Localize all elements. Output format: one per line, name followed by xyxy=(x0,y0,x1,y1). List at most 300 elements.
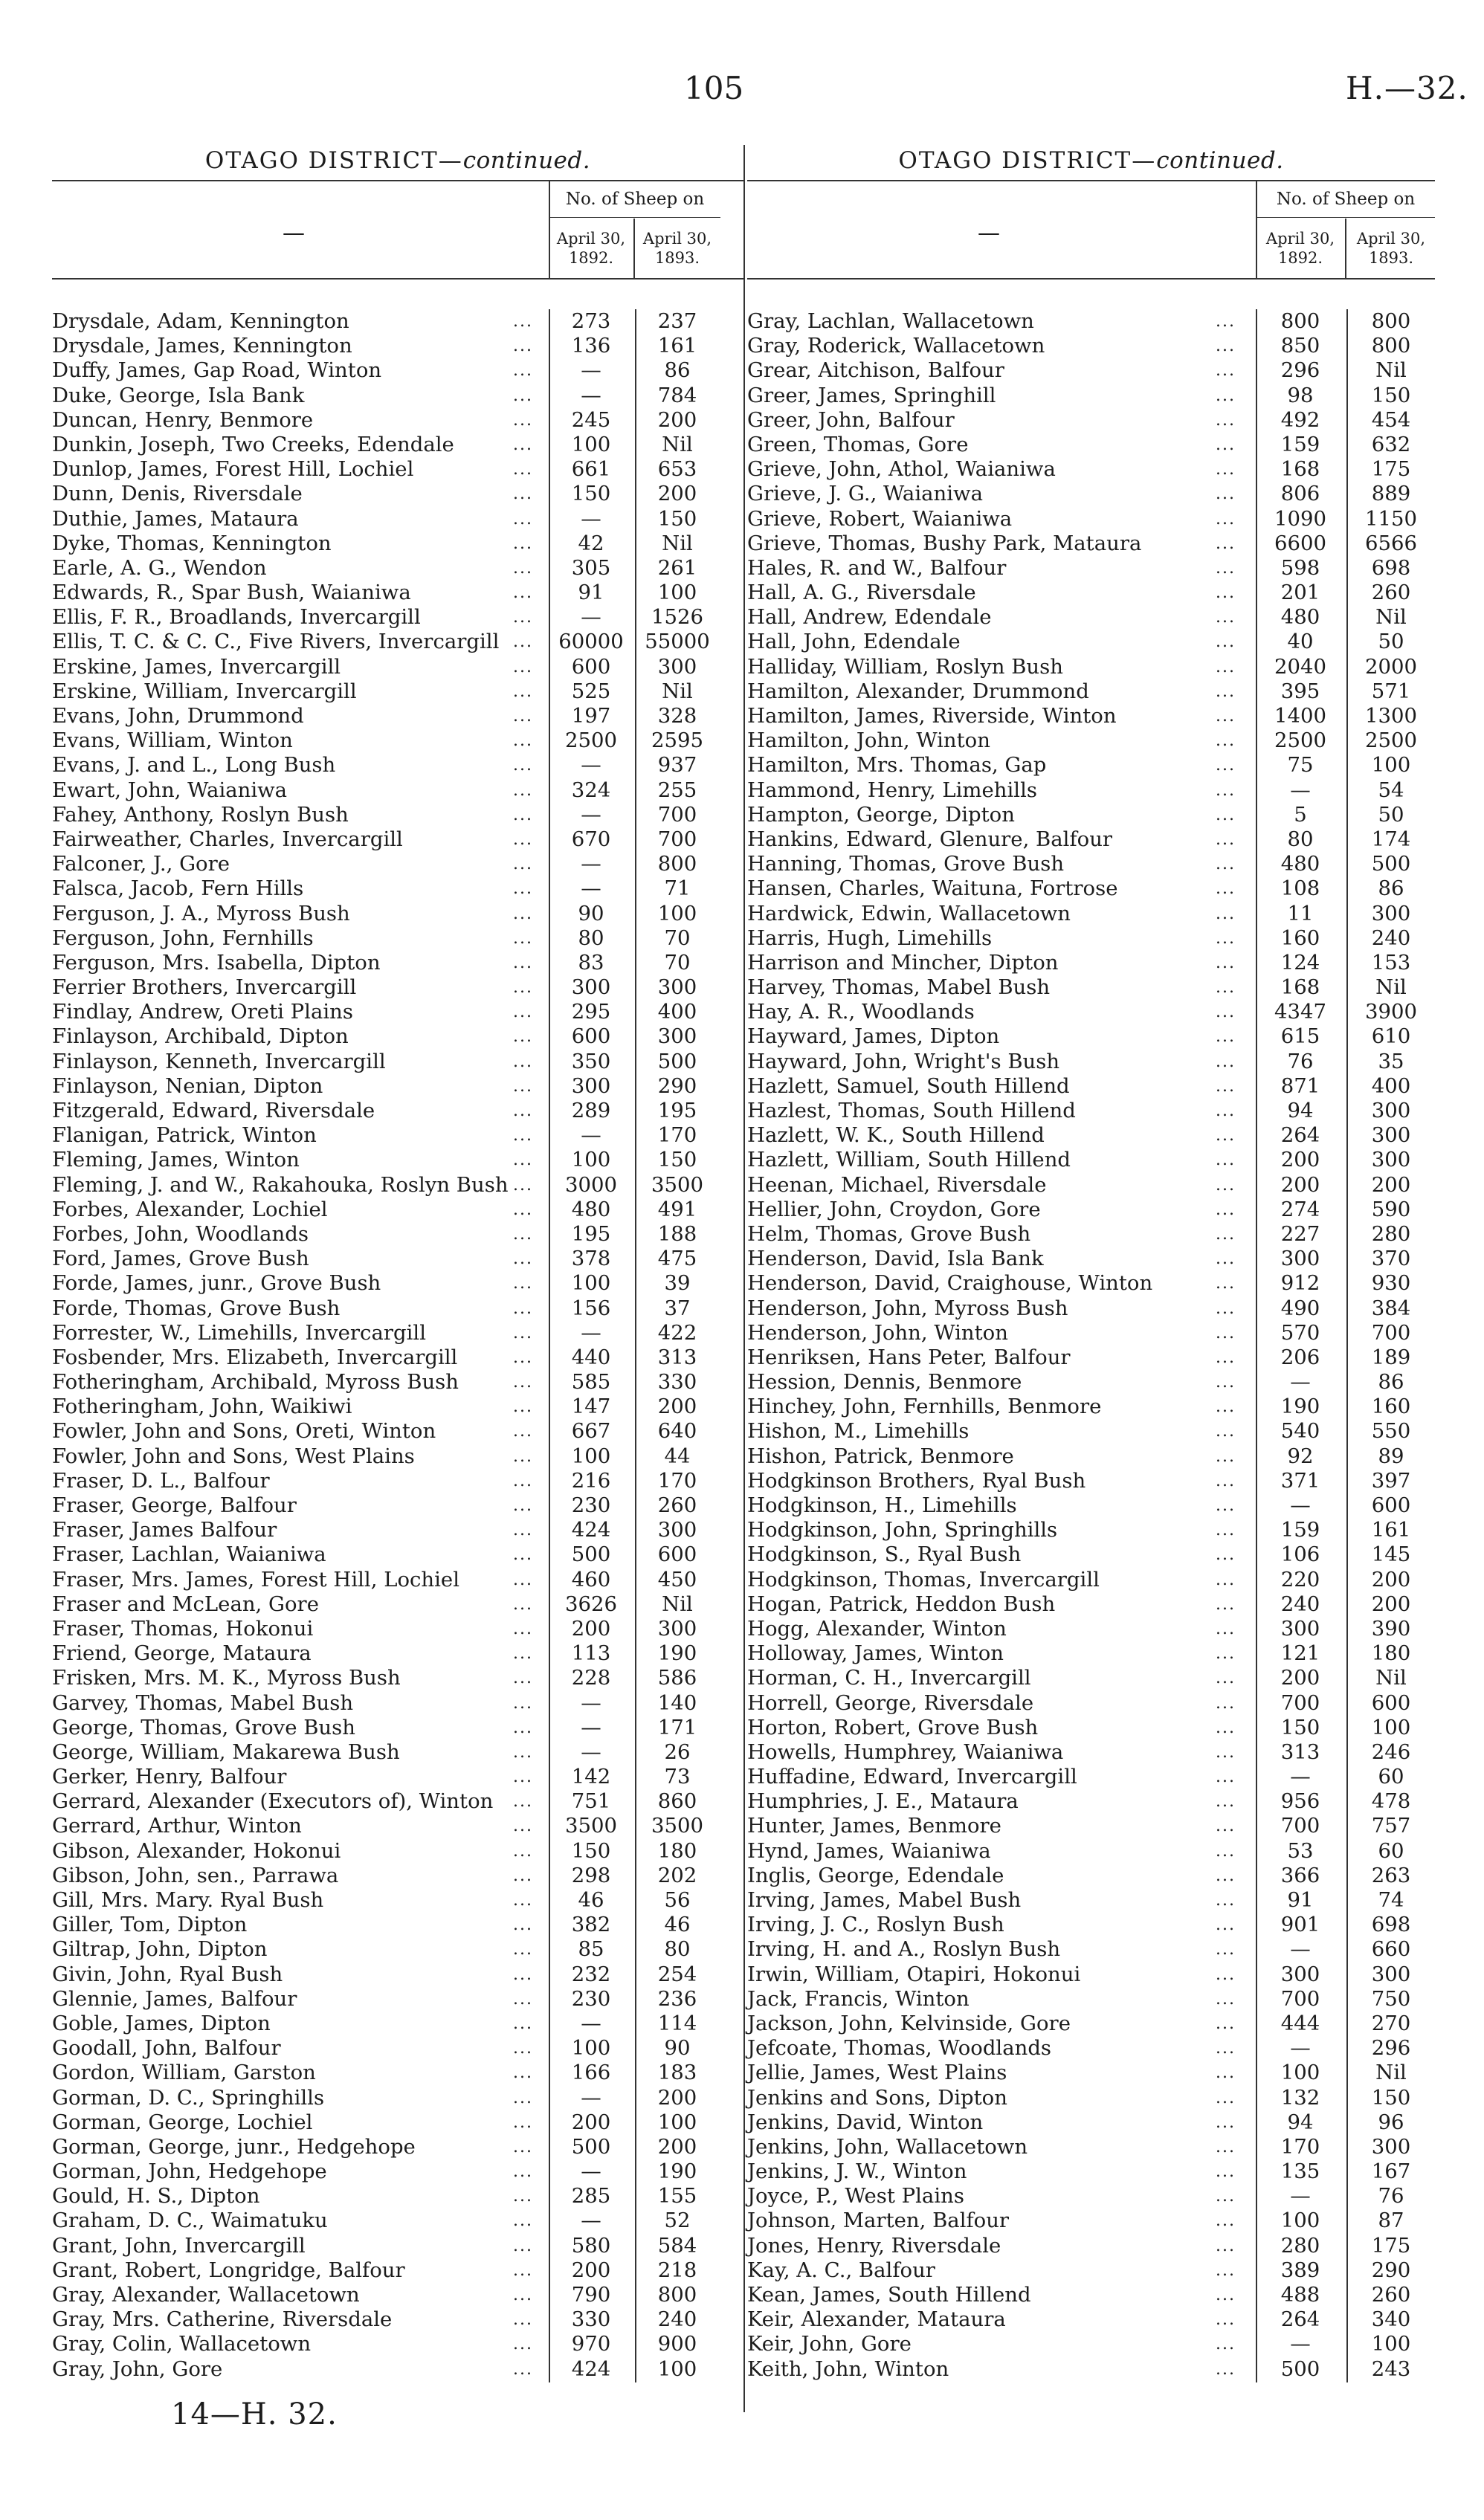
sheep-count-1893: 80 xyxy=(664,1937,691,1962)
table-row xyxy=(747,2110,1435,2135)
sheep-count-1893: 300 xyxy=(657,975,697,1000)
owner-name: Duke, George, Isla Bank xyxy=(52,383,305,407)
table-row xyxy=(52,1987,743,2012)
owner-name: Gray, Colin, Wallacetown xyxy=(52,2332,312,2356)
sheep-count-1893: 550 xyxy=(1371,1419,1411,1444)
sheep-count-1892: 150 xyxy=(571,482,611,506)
table-row xyxy=(747,2307,1435,2332)
sheep-count-1893: 150 xyxy=(657,1148,697,1172)
sheep-count-1892: 98 xyxy=(1287,383,1314,407)
owner-name: Horton, Robert, Grove Bush xyxy=(747,1715,1039,1739)
table-row xyxy=(747,1740,1435,1765)
table-row xyxy=(747,852,1435,876)
sheep-count-1893: Nil xyxy=(1375,1666,1407,1690)
leader-dots: ... xyxy=(1216,312,1236,331)
table-row xyxy=(52,1074,743,1099)
leader-dots: ... xyxy=(513,1545,533,1565)
table-row xyxy=(52,1321,743,1345)
sheep-count-1893: 240 xyxy=(657,2307,697,2332)
table-row xyxy=(747,1987,1435,2012)
owner-name: Fotheringham, Archibald, Myross Bush xyxy=(52,1370,459,1395)
table-row xyxy=(747,1395,1435,1419)
owner-name: Gerrard, Arthur, Winton xyxy=(52,1814,302,1838)
sheep-count-1893: 800 xyxy=(657,2283,697,2307)
owner-name: Hay, A. R., Woodlands xyxy=(747,1000,975,1024)
leader-dots: ... xyxy=(513,337,533,356)
sheep-count-1893: 300 xyxy=(657,1616,697,1641)
sheep-count-1892: 525 xyxy=(571,679,611,703)
owner-name: Jenkins, David, Winton xyxy=(747,2110,984,2134)
owner-name: Hodgkinson, S., Ryal Bush xyxy=(747,1542,1022,1567)
table-row xyxy=(747,433,1435,457)
sheep-count-1893: 71 xyxy=(664,876,691,901)
owner-name: Gray, Alexander, Wallacetown xyxy=(52,2283,360,2307)
table-row xyxy=(52,1962,743,1987)
sheep-count-1893: 660 xyxy=(1371,1937,1411,1962)
leader-dots: ... xyxy=(1216,1274,1236,1293)
table-row xyxy=(52,2159,743,2184)
leader-dots: ... xyxy=(1216,1619,1236,1638)
sheep-count-1893: 46 xyxy=(664,1913,691,1937)
sheep-count-1893: 300 xyxy=(1371,2134,1411,2159)
sheep-count-1892: — xyxy=(1290,1765,1311,1789)
leader-dots: ... xyxy=(513,2088,533,2107)
sheep-count-1893: 60 xyxy=(1378,1765,1404,1789)
leader-dots: ... xyxy=(513,1521,533,1540)
owner-name: Jefcoate, Thomas, Woodlands xyxy=(747,2036,1052,2061)
leader-dots: ... xyxy=(1216,2359,1236,2379)
owner-name: Heenan, Michael, Riversdale xyxy=(747,1172,1047,1197)
column-rule xyxy=(1346,309,1348,2382)
owner-name: Erskine, William, Invercargill xyxy=(52,679,357,703)
leader-dots: ... xyxy=(1216,2113,1236,2132)
leader-dots: ... xyxy=(1216,2212,1236,2231)
table-row xyxy=(747,1542,1435,1567)
owner-name: Inglis, George, Edendale xyxy=(747,1863,1004,1887)
owner-name: Fraser and McLean, Gore xyxy=(52,1592,319,1616)
sheep-count-1893: 155 xyxy=(657,2184,697,2209)
owner-name: Keir, John, Gore xyxy=(747,2332,912,2356)
sheep-count-1892: 113 xyxy=(571,1641,611,1666)
sheep-count-1893: 800 xyxy=(657,852,697,876)
sheep-count-1893: 3900 xyxy=(1365,1000,1417,1024)
owner-name: Fosbender, Mrs. Elizabeth, Invercargill xyxy=(52,1345,458,1369)
sheep-count-1893: 300 xyxy=(1371,1148,1411,1172)
owner-name: Gorman, George, Lochiel xyxy=(52,2110,313,2134)
leader-dots: ... xyxy=(1216,1447,1236,1466)
owner-name: Hellier, John, Croydon, Gore xyxy=(747,1197,1041,1221)
sheep-count-1893: 3500 xyxy=(651,1814,703,1838)
leader-dots: ... xyxy=(513,1817,533,1836)
leader-dots: ... xyxy=(513,1003,533,1022)
sheep-count-1893: 600 xyxy=(657,1542,697,1567)
sheep-count-1893: 150 xyxy=(1371,2085,1411,2110)
owner-name: Duffy, James, Gap Road, Winton xyxy=(52,358,382,383)
leader-dots: ... xyxy=(513,928,533,948)
owner-name: Hamilton, Mrs. Thomas, Gap xyxy=(747,753,1047,778)
table-row xyxy=(52,778,743,803)
table-row xyxy=(52,2209,743,2233)
sheep-count-1892: 100 xyxy=(571,2036,611,2061)
leader-dots: ... xyxy=(513,1841,533,1861)
sheep-count-1893: 200 xyxy=(657,407,697,432)
sheep-count-1892: 168 xyxy=(1280,457,1320,482)
table-row xyxy=(747,1716,1435,1740)
sheep-count-1893: 237 xyxy=(657,309,697,333)
table-row xyxy=(747,532,1435,556)
sheep-count-1893: 150 xyxy=(1371,383,1411,407)
document-reference: H.—32. xyxy=(1346,70,1468,106)
right-table-body xyxy=(747,309,1435,2382)
sheep-count-1892: 60000 xyxy=(558,630,624,654)
leader-dots: ... xyxy=(513,1348,533,1367)
owner-name: Hayward, John, Wright's Bush xyxy=(747,1049,1060,1073)
owner-name: Dunn, Denis, Riversdale xyxy=(52,482,303,506)
sheep-count-1893: 26 xyxy=(664,1739,691,1764)
sheep-count-1892: 75 xyxy=(1287,753,1314,778)
sheep-count-1892: 150 xyxy=(1280,1715,1320,1739)
sheep-count-1893: 584 xyxy=(657,2233,697,2258)
sheep-count-1892: 94 xyxy=(1287,1099,1314,1122)
sheep-count-1892: 150 xyxy=(571,1838,611,1863)
sheep-count-1892: 206 xyxy=(1280,1345,1320,1369)
table-row xyxy=(747,507,1435,532)
table-row xyxy=(52,457,743,482)
table-row xyxy=(52,1617,743,1641)
leader-dots: ... xyxy=(513,781,533,800)
leader-dots: ... xyxy=(513,1792,533,1812)
owner-name: Fairweather, Charles, Invercargill xyxy=(52,827,403,851)
leader-dots: ... xyxy=(513,1299,533,1318)
table-row xyxy=(52,728,743,753)
leader-dots: ... xyxy=(513,1693,533,1713)
column-rule xyxy=(1256,309,1257,2382)
owner-name: Dyke, Thomas, Kennington xyxy=(52,531,332,555)
sheep-count-1892: 800 xyxy=(1280,309,1320,333)
sheep-count-1892: 661 xyxy=(571,457,611,482)
owner-name: Givin, John, Ryal Bush xyxy=(52,1962,283,1986)
sheep-count-1892: 700 xyxy=(1280,1814,1320,1838)
sheep-count-1893: 200 xyxy=(657,2085,697,2110)
table-row xyxy=(52,2234,743,2258)
sheep-count-1892: 197 xyxy=(571,704,611,728)
owner-name: Evans, John, Drummond xyxy=(52,704,304,728)
owner-name: Humphries, J. E., Mataura xyxy=(747,1789,1019,1814)
table-row xyxy=(52,655,743,679)
leader-dots: ... xyxy=(513,1175,533,1195)
sheep-count-1892: 585 xyxy=(571,1370,611,1395)
table-row xyxy=(747,1370,1435,1395)
table-row xyxy=(52,1493,743,1518)
sheep-count-1893: 180 xyxy=(1371,1641,1411,1666)
leader-dots: ... xyxy=(1216,1076,1236,1096)
sheep-count-1892: — xyxy=(581,1690,601,1715)
leader-dots: ... xyxy=(1216,584,1236,603)
table-row xyxy=(52,630,743,654)
leader-dots: ... xyxy=(513,1669,533,1688)
leader-dots: ... xyxy=(513,1570,533,1589)
owner-name: Finlayson, Archibald, Dipton xyxy=(52,1024,349,1049)
sheep-count-1892: 80 xyxy=(578,925,604,950)
leader-dots: ... xyxy=(513,904,533,923)
owner-name: Jack, Francis, Winton xyxy=(747,1986,970,2011)
sheep-count-1892: 1090 xyxy=(1274,506,1326,531)
leader-dots: ... xyxy=(1216,2335,1236,2354)
leader-dots: ... xyxy=(513,657,533,676)
sheep-count-1892: 168 xyxy=(1280,975,1320,1000)
leader-dots: ... xyxy=(1216,1817,1236,1836)
owner-name: Hession, Dennis, Benmore xyxy=(747,1370,1022,1395)
owner-name: Irving, James, Mabel Bush xyxy=(747,1888,1022,1912)
table-row xyxy=(52,876,743,901)
owner-name: Hamilton, Alexander, Drummond xyxy=(747,679,1089,703)
owner-name: Grant, John, Invercargill xyxy=(52,2233,306,2258)
sheep-count-1892: 220 xyxy=(1280,1567,1320,1592)
sheep-count-1892: 2040 xyxy=(1274,654,1326,679)
sheep-count-1892: 751 xyxy=(571,1789,611,1814)
table-row xyxy=(52,1641,743,1666)
table-row xyxy=(52,408,743,433)
table-row xyxy=(52,309,743,334)
sheep-count-1892: 274 xyxy=(1280,1197,1320,1221)
owner-name: Henriksen, Hans Peter, Balfour xyxy=(747,1345,1071,1369)
sheep-count-1893: 100 xyxy=(1371,1715,1411,1739)
leader-dots: ... xyxy=(513,1151,533,1170)
left-table xyxy=(52,141,743,2382)
owner-name: Edwards, R., Spar Bush, Waianiwa xyxy=(52,581,411,605)
leader-dots: ... xyxy=(1216,953,1236,972)
leader-dots: ... xyxy=(513,361,533,381)
owner-name: Glennie, James, Balfour xyxy=(52,1986,297,2011)
leader-dots: ... xyxy=(1216,1669,1236,1688)
sheep-count-1893: 39 xyxy=(664,1271,691,1296)
sheep-count-1892: 142 xyxy=(571,1765,611,1789)
owner-name: Gill, Mrs. Mary. Ryal Bush xyxy=(52,1888,324,1912)
table-row xyxy=(52,1123,743,1148)
sheep-count-1893: 200 xyxy=(657,482,697,506)
leader-dots: ... xyxy=(1216,1175,1236,1195)
sheep-count-1893: 632 xyxy=(1371,432,1411,456)
sheep-count-1893: 300 xyxy=(1371,1099,1411,1122)
table-row xyxy=(747,1222,1435,1247)
sheep-count-1892: 540 xyxy=(1280,1419,1320,1444)
owner-name: Gray, John, Gore xyxy=(52,2356,223,2381)
sheep-count-1892: 100 xyxy=(1280,2209,1320,2233)
leader-dots: ... xyxy=(513,584,533,603)
owner-name: Giller, Tom, Dipton xyxy=(52,1913,248,1937)
leader-dots: ... xyxy=(1216,1200,1236,1219)
left-year1-header: April 30, 1892. xyxy=(556,230,626,267)
sheep-count-1893: 236 xyxy=(657,1986,697,2011)
table-row xyxy=(52,1395,743,1419)
table-row xyxy=(747,1789,1435,1814)
leader-dots: ... xyxy=(1216,682,1236,701)
owner-name: Fleming, J. and W., Rakahouka, Roslyn Bush xyxy=(52,1172,509,1197)
sheep-count-1892: 300 xyxy=(1280,1247,1320,1271)
sheep-count-1892: 700 xyxy=(1280,1986,1320,2011)
owner-name: Henderson, John, Myross Bush xyxy=(747,1296,1068,1320)
sheep-count-1893: 150 xyxy=(657,506,697,531)
table-row xyxy=(52,358,743,383)
sheep-count-1893: 610 xyxy=(1371,1024,1411,1049)
owner-name: Fraser, George, Balfour xyxy=(52,1493,297,1517)
leader-dots: ... xyxy=(1216,2187,1236,2206)
owner-name: Jackson, John, Kelvinside, Gore xyxy=(747,2011,1071,2035)
sheep-count-1892: 1400 xyxy=(1274,704,1326,728)
owner-name: Fraser, Thomas, Hokonui xyxy=(52,1616,314,1641)
owner-name: Fahey, Anthony, Roslyn Bush xyxy=(52,802,349,827)
owner-name: Hales, R. and W., Balfour xyxy=(747,555,1007,580)
sheep-count-1893: 255 xyxy=(657,778,697,802)
sheep-count-1893: Nil xyxy=(662,679,693,703)
sheep-count-1893: 153 xyxy=(1371,950,1411,975)
leader-dots: ... xyxy=(513,1323,533,1343)
owner-name: Kean, James, South Hillend xyxy=(747,2283,1031,2307)
sheep-count-1893: 200 xyxy=(1371,1592,1411,1616)
sheep-count-1893: 478 xyxy=(1371,1789,1411,1814)
sheep-count-1892: 200 xyxy=(571,2258,611,2282)
table-row xyxy=(747,1271,1435,1296)
sheep-count-1892: 121 xyxy=(1280,1641,1320,1666)
sheep-count-1892: — xyxy=(581,1320,601,1345)
owner-name: Halliday, William, Roslyn Bush xyxy=(747,654,1063,679)
leader-dots: ... xyxy=(1216,978,1236,998)
table-row xyxy=(52,1888,743,1913)
sheep-count-1893: 86 xyxy=(1378,1370,1404,1395)
owner-name: Dunkin, Joseph, Two Creeks, Edendale xyxy=(52,432,454,456)
owner-name: Hazlett, Samuel, South Hillend xyxy=(747,1073,1070,1098)
sheep-count-1892: 3000 xyxy=(565,1172,617,1197)
sheep-count-1893: 50 xyxy=(1378,630,1404,654)
owner-name: Henderson, David, Craighouse, Winton xyxy=(747,1271,1153,1296)
table-row xyxy=(747,581,1435,605)
table-row xyxy=(747,704,1435,728)
sheep-count-1893: 171 xyxy=(657,1715,697,1739)
leader-dots: ... xyxy=(1216,2261,1236,2280)
sheep-count-1892: 806 xyxy=(1280,482,1320,506)
sheep-count-1892: 106 xyxy=(1280,1542,1320,1567)
page-number: 105 xyxy=(684,70,744,106)
owner-name: Gerker, Henry, Balfour xyxy=(52,1765,287,1789)
sheep-count-1893: 145 xyxy=(1371,1542,1411,1567)
owner-name: Keir, Alexander, Mataura xyxy=(747,2307,1006,2332)
owner-name: Fraser, Mrs. James, Forest Hill, Lochiel xyxy=(52,1567,459,1592)
sheep-count-1892: 136 xyxy=(571,334,611,358)
leader-dots: ... xyxy=(1216,509,1236,529)
sheep-count-1892: — xyxy=(1290,778,1311,802)
sheep-count-1892: 850 xyxy=(1280,334,1320,358)
leader-dots: ... xyxy=(513,707,533,726)
sheep-count-1893: 261 xyxy=(657,555,697,580)
owner-name: Huffadine, Edward, Invercargill xyxy=(747,1765,1077,1789)
sheep-count-1892: 100 xyxy=(571,1271,611,1296)
table-row xyxy=(52,2110,743,2135)
owner-name: Grieve, J. G., Waianiwa xyxy=(747,482,983,506)
sheep-count-1893: 930 xyxy=(1371,1271,1411,1296)
sheep-count-1893: 300 xyxy=(1371,901,1411,925)
sheep-count-1893: 200 xyxy=(657,2134,697,2159)
owner-name: Hodgkinson, H., Limehills xyxy=(747,1493,1017,1517)
leader-dots: ... xyxy=(513,2039,533,2058)
sheep-count-1892: 285 xyxy=(571,2184,611,2209)
sheep-count-1892: 500 xyxy=(571,1542,611,1567)
owner-name: Hamilton, James, Riverside, Winton xyxy=(747,704,1117,728)
sheep-count-1892: 289 xyxy=(571,1099,611,1122)
right-table xyxy=(747,141,1435,2382)
table-row xyxy=(747,1493,1435,1518)
table-row xyxy=(747,1419,1435,1444)
owner-name: Gorman, John, Hedgehope xyxy=(52,2159,327,2184)
leader-dots: ... xyxy=(513,1200,533,1219)
sheep-count-1893: 240 xyxy=(1371,925,1411,950)
sheep-count-1892: 147 xyxy=(571,1395,611,1419)
leader-dots: ... xyxy=(1216,1570,1236,1589)
leader-dots: ... xyxy=(513,1052,533,1071)
table-row xyxy=(52,1518,743,1542)
sheep-count-1892: 200 xyxy=(571,1616,611,1641)
owner-name: Harrison and Mincher, Dipton xyxy=(747,950,1059,975)
owner-name: Hogg, Alexander, Winton xyxy=(747,1616,1007,1641)
owner-name: Gray, Roderick, Wallacetown xyxy=(747,334,1045,358)
leader-dots: ... xyxy=(1216,1866,1236,1885)
leader-dots: ... xyxy=(513,1274,533,1293)
sheep-count-1892: 480 xyxy=(1280,605,1320,630)
sheep-count-1892: 670 xyxy=(571,827,611,851)
table-row xyxy=(52,334,743,358)
sheep-count-1892: 264 xyxy=(1280,1123,1320,1148)
leader-dots: ... xyxy=(1216,2064,1236,2083)
owner-name: Falsca, Jacob, Fern Hills xyxy=(52,876,304,901)
sheep-count-1892: 350 xyxy=(571,1049,611,1073)
leader-dots: ... xyxy=(513,460,533,479)
leader-dots: ... xyxy=(513,731,533,751)
sheep-count-1893: 74 xyxy=(1378,1888,1404,1912)
sheep-count-1892: — xyxy=(581,1123,601,1148)
owner-name: Jones, Henry, Riversdale xyxy=(747,2233,1001,2258)
sheep-count-1892: — xyxy=(581,383,601,407)
owner-name: Hayward, James, Dipton xyxy=(747,1024,1000,1049)
owner-name: Fotheringham, John, Waikiwi xyxy=(52,1395,352,1419)
leader-dots: ... xyxy=(513,978,533,998)
owner-name: Grieve, Robert, Waianiwa xyxy=(747,506,1013,531)
owner-name: Howells, Humphrey, Waianiwa xyxy=(747,1739,1064,1764)
sheep-count-1893: 454 xyxy=(1371,407,1411,432)
sheep-count-1892: 598 xyxy=(1280,555,1320,580)
leader-dots: ... xyxy=(1216,1965,1236,1984)
table-row xyxy=(747,827,1435,852)
leader-dots: ... xyxy=(1216,1250,1236,1269)
table-row xyxy=(52,482,743,506)
table-row xyxy=(52,581,743,605)
owner-name: Ferguson, J. A., Myross Bush xyxy=(52,901,350,925)
owner-name: Harris, Hugh, Limehills xyxy=(747,925,993,950)
sheep-count-1892: 100 xyxy=(571,1444,611,1468)
table-row xyxy=(747,334,1435,358)
sheep-count-1893: 290 xyxy=(657,1073,697,1098)
sheep-count-1893: 397 xyxy=(1371,1468,1411,1493)
table-row xyxy=(747,1198,1435,1222)
owner-name: Hazlest, Thomas, South Hillend xyxy=(747,1099,1076,1122)
sheep-count-1892: 480 xyxy=(571,1197,611,1221)
left-year2-header: April 30, 1893. xyxy=(642,230,712,267)
sheep-count-1893: 450 xyxy=(657,1567,697,1592)
owner-name: Goodall, John, Balfour xyxy=(52,2036,281,2061)
owner-name: Keith, John, Winton xyxy=(747,2356,949,2381)
sheep-count-1892: 227 xyxy=(1280,1221,1320,1246)
table-row xyxy=(52,1469,743,1493)
leader-dots: ... xyxy=(1216,361,1236,381)
table-row xyxy=(52,556,743,581)
